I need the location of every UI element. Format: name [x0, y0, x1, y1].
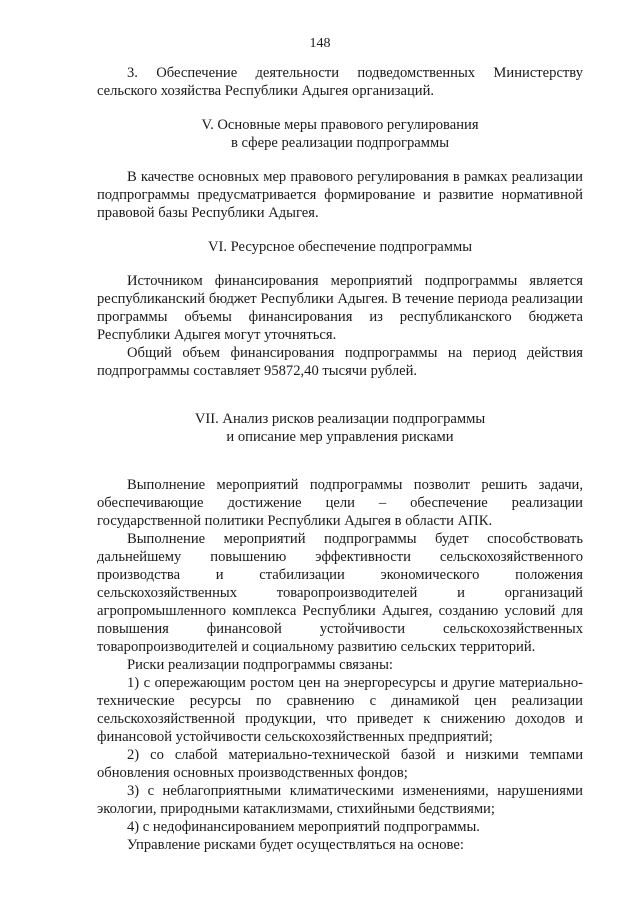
risk-item-4: 4) с недофинансированием мероприятий подпрограммы.	[127, 819, 480, 835]
risk-item-3: 3) с неблагоприятными климатическими изменениями, нарушениями экологии, природными катаклизмами, стихийными бедствиями;	[97, 783, 583, 817]
section-5-paragraph-1: В качестве основных мер правового регулирования в рамках реализации подпрограммы предусматривается формирование и развитие нормативной правовой базы Республики Адыгея.	[97, 169, 583, 221]
section-6-paragraph-2: Общий объем финансирования подпрограммы на период действия подпрограммы составляет 95872,40 тысячи рублей.	[97, 345, 583, 379]
section-7-paragraph-1: Выполнение мероприятий подпрограммы позволит решить задачи, обеспечивающие достижение цели – обеспечение реализации государственной политики Республики Адыгея в области АПК.	[97, 477, 583, 529]
risk-item-2: 2) со слабой материально-технической базой и низкими темпами обновления основных производственных фондов;	[97, 747, 583, 781]
section-5-heading-line-2: в сфере реализации подпрограммы	[230, 135, 450, 151]
section-6-paragraph-1: Источником финансирования мероприятий подпрограммы является республиканский бюджет Республики Адыгея. В течение периода реализации программы объемы финансирования из республиканского бюджета Республики Адыгея могут уточняться.	[97, 273, 583, 343]
section-7-paragraph-3: Риски реализации подпрограммы связаны:	[127, 657, 393, 673]
section-5-heading-line-1: V. Основные меры правового регулирования	[201, 117, 479, 133]
section-5-heading	[97, 116, 583, 152]
risk-item-1: 1) с опережающим ростом цен на энергоресурсы и другие материально-технические ресурсы по сравнению с динамикой цен реализации сельскохозяйственной продукции, что приведет к снижению доходов и финансовой устойчивости сельскохозяйственных предприятий;	[97, 675, 583, 745]
section-7-heading	[97, 410, 583, 446]
section-7-paragraph-4: Управление рисками будет осуществляться на основе:	[127, 837, 464, 853]
section-7-paragraph-2: Выполнение мероприятий подпрограммы будет способствовать дальнейшему повышению эффективности сельскохозяйственного производства и стабилизации экономического положения сельскохозяйственных товаропроизводителей и организаций агропромышленного комплекса Республики Адыгея, созданию условий для повышения финансовой устойчивости сельскохозяйственных товаропроизводителей и социальному развитию сельских территорий.	[97, 531, 583, 655]
section-7-heading-line-1: VII. Анализ рисков реализации подпрограммы	[194, 411, 486, 427]
page-number: 148	[309, 36, 331, 51]
item-3-paragraph: 3. Обеспечение деятельности подведомственных Министерству сельского хозяйства Республики Адыгея организаций.	[97, 65, 583, 99]
page-content	[97, 64, 583, 854]
section-6-heading: VI. Ресурсное обеспечение подпрограммы	[207, 239, 473, 255]
section-7-heading-line-2: и описание мер управления рисками	[226, 429, 454, 445]
